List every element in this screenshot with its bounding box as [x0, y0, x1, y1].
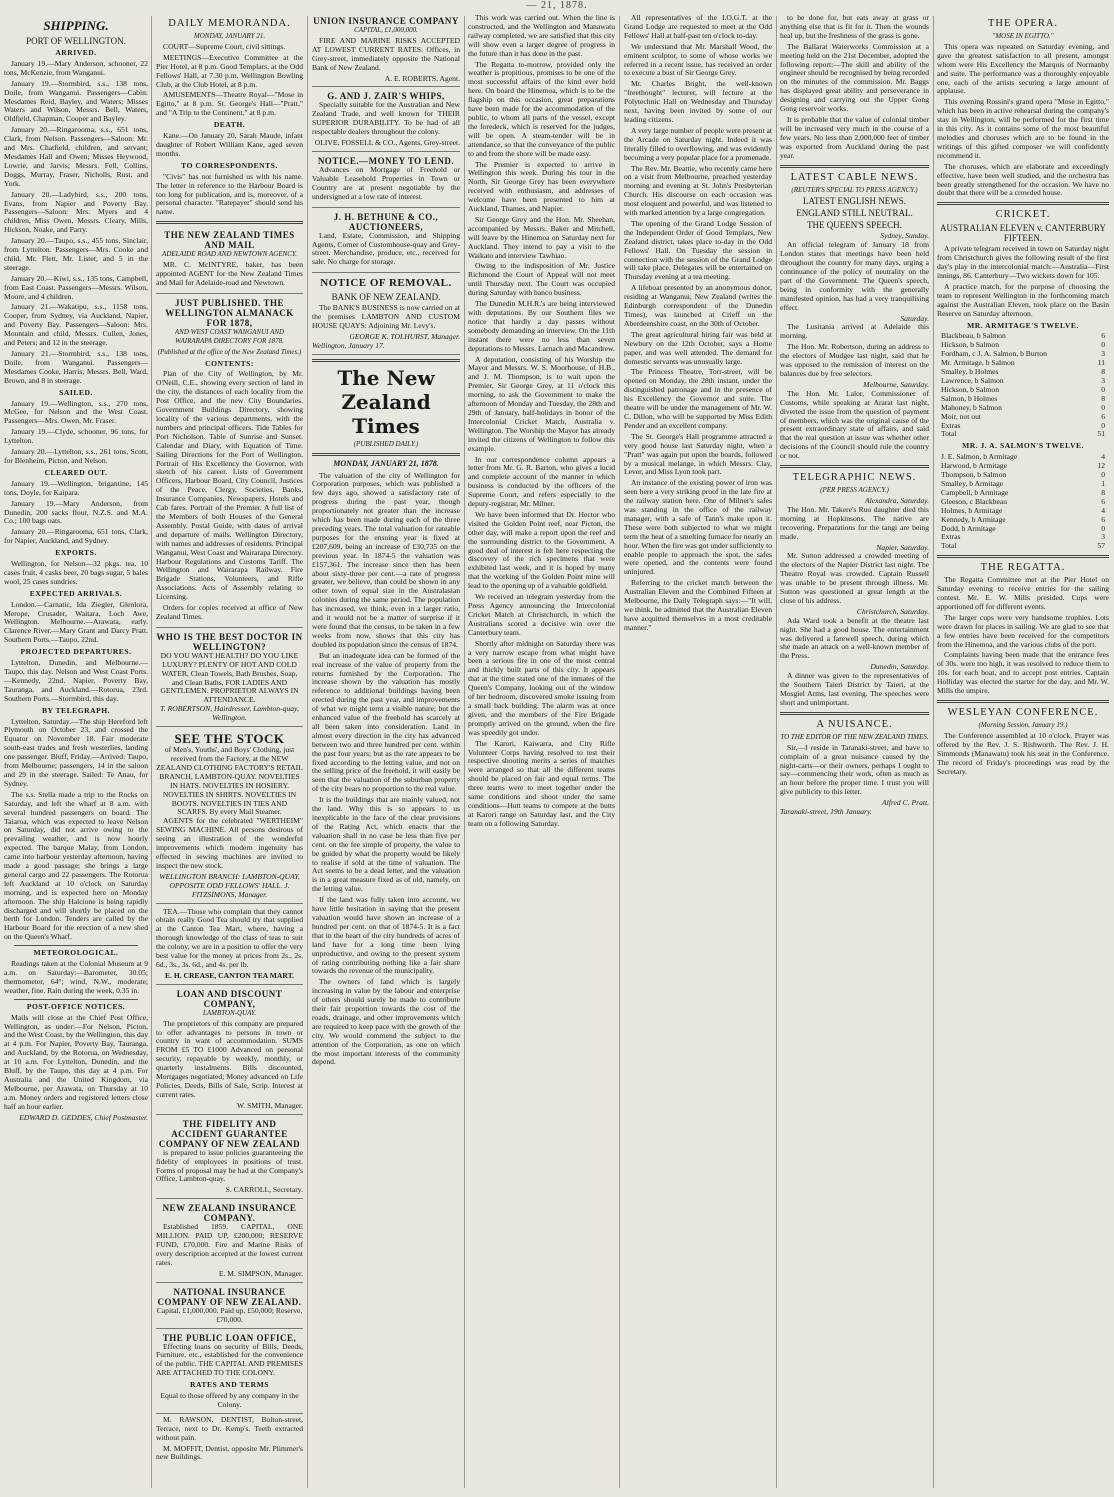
advertisement: [156, 630, 303, 727]
column-leader: [312, 14, 460, 1490]
paragraph: Lyttelton, Saturday.—The ship Hereford left Plymouth on October 23, and crossed the Equator on November 18. Fair moderate south-east trades and fresh westerlies, landing one passenger. Bluff, Friday.—Arrived: Taupo, from Melbourne; passengers, 14 in the saloon and 29 in the steerage. Sailed: Te Anau, for Sydney.: [4, 716, 148, 788]
list-item: January 20.—Ringarooma, 651 tons, Clark, for Napier, Auckland, and Sydney.: [4, 527, 148, 546]
subheading: PORT OF WELLINGTON.: [26, 36, 126, 46]
column-rule: [307, 16, 308, 1488]
list-item: January 19.—Mary Anderson, from Dunedin, 200 sacks flour, N.Z.S. and M.A. Co.; 100 bags oats.: [4, 498, 148, 526]
paragraph: Shortly after midnight on Saturday there was a very narrow escape from what might have been a serious fire in one of the most central and thickly built parts of this city. It appears that at the time stated one of the inmates of the Queen's Company, looking out of the window of her bedroom, discovered smoke issuing from a small back building. The alarm was at once given, and the members of the Fire Brigade promptly arrived on the ground, when the fire was speedily got under.: [468, 638, 615, 737]
advertisement: [312, 275, 460, 355]
paragraph: This evening Rossini's grand opera "Mose in Egitto," which has been in active rehearsal during the company's stay in Wellington, will be performed for the first time in this city. As it contains some of the most beautiful melodies and choruses which are to be found in the writings of this gifted composer we will confidently recommend it.: [937, 97, 1109, 160]
section-title-cable: LATEST CABLE NEWS.: [790, 171, 919, 183]
column-rule: [933, 16, 934, 1488]
section-title-cricket: CRICKET.: [995, 209, 1051, 221]
subheading: MONDAY, JANUARY 21.: [193, 32, 266, 40]
batsman-runs: 0: [1101, 384, 1105, 394]
advertisement: [156, 1117, 303, 1200]
score-row: [937, 422, 1109, 431]
column-advertisements-1: [156, 14, 303, 1490]
batsman-name: Smalley, b Holmes: [941, 367, 999, 377]
divider: [937, 555, 1109, 558]
batsman-name: Blackbeau, b Salmon: [941, 331, 1006, 341]
column-local-news-2: [624, 14, 772, 1490]
divider: [312, 359, 460, 362]
paragraph: The BANK'S BUSINESS is now carried on at the premises LAMBTON AND CUSTOM HOUSE QUAYS: Adjoining Mr. Levy's.: [312, 303, 460, 331]
paragraph: COURT—Supreme Court, civil sittings.: [163, 41, 286, 51]
subheading: METEOROLOGICAL.: [33, 948, 119, 958]
list-item: January 19.—Stormbird, s.s., 138 tons, Doile, from Wanganui. Passengers—Cabin: Mesdames Reid, Bayley, and Waters; Misses Waters and Wilson, Messrs. Bell, Waters, Oldfield, Chapman, Cooper and Bayley.: [4, 78, 148, 124]
batsman-name: Extras: [941, 420, 961, 430]
paragraph: A private telegram received in town on Saturday night from Christchurch gives the following result of the first day's play in the intercolonial match:—Australia—First innings, 86. Canterbury—Two wickets down for 105.: [937, 244, 1109, 281]
ad-body: DO YOU WANT HEALTH? DO YOU LIKE LUXURY? PLENTY OF HOT AND COLD WATER, Clean Towels, Bath Brushes, Soap, and Clean Baths, FOR LADIES AND GENTLEMEN. PROPRIETOR ALWAYS IN ATTENDANCE.: [160, 650, 299, 705]
batsman-name: Campbell, b Armitage: [941, 487, 1009, 497]
list-item: January 19.—Wellington, brigantine, 145 tons, Doyle, for Kaipara.: [4, 478, 148, 497]
divider: [780, 712, 929, 715]
paragraph: Specially suitable for the Australian and New Zealand Trade, and well known for THEIR SUPERIOR DURABILITY. To be had of all respectable dealers throughout the colony.: [312, 100, 460, 137]
paragraph: Sir,—I reside in Taranaki-street, and have to complain of a great nuisance caused by the night-carts—or their owners, perhaps I ought to say—commencing their work, often as much as an hour before the proper time. I trust you will give publicity to this letter.: [780, 742, 929, 797]
paragraph: It is probable that the value of colonial timber will be increased very much in the course of a few years. No less than 2,000,000 feet of timber was exported from Auckland during the past year.: [780, 114, 929, 160]
dateline: Dunedin, Saturday.: [870, 662, 929, 672]
column-local-news-1: [468, 14, 615, 1490]
subheading: AUSTRALIAN ELEVEN v. CANTERBURY FIFTEEN.: [940, 223, 1106, 244]
batsman-runs: 6: [1101, 411, 1105, 421]
ad-title: JUST PUBLISHED. THE WELLINGTON ALMANACK FOR 1878,: [165, 297, 294, 328]
paragraph: This work was carried out. When the line is constructed, and the Wellington and Manawatu railway completed, we are satisfied that this city will show even a larger degree of progress in the future than it has done in the past.: [468, 14, 615, 58]
section-title-opera: THE OPERA.: [987, 18, 1059, 29]
paragraph: FIRE AND MARINE RISKS ACCEPTED AT LOWEST CURRENT RATES. Offices, in Grey-street, immediately opposite the National Bank of New Zealand.: [312, 35, 460, 72]
paragraph: The Conference assembled at 10 o'clock. Prayer was offered by the Rev. J. S. Rishworth. The Rev. J. H. Simmonds (Manawatu) took his seat in the Conference. The record of Friday's proceedings was read by the Secretary.: [937, 730, 1109, 776]
dateline: Christchurch, Saturday.: [856, 606, 929, 616]
signature: E. H. CREASE, CANTON TEA MART.: [164, 970, 295, 980]
paragraph: An instance of the existing power of iron was seen here a very striking proof in the late fire at the railway station here. One of Milner's safes was standing in the office of the railway manager, with a safe of Tann's make upon it. These were both subjected to what we might term the heat of a smelting furnace for nearly an hour. When the fire was got under sufficiently to enable people to approach the spot, the safes were opened, and the contents were found uninjured.: [624, 478, 772, 577]
advertisement: [312, 154, 460, 208]
score-row: [937, 413, 1109, 422]
paragraph: TEA.—Those who complain that they cannot obtain really Good Tea should try that supplied at the Canton Tea Mart, where, having a thorough knowledge of the class of teas to suit the colony, we are in a position to offer the very best value for the money at prices from 2s., 2s. 6d., 3s., 3s. 6d., and 4s. per lb.: [156, 906, 303, 969]
paragraph: The proprietors of this company are prepared to offer advantages to persons in town or country in want of accommodation. SUMS FROM £5 TO £1000 Advanced on personal security, repayable by weekly, monthly, or quarterly instalments. Bills discounted, Mortgages negotiated; Money advanced on Life Policies, Deeds, Bills of Sale, Scrip. Interest at current rates.: [156, 1018, 303, 1099]
subheading: TO THE EDITOR OF THE NEW ZEALAND TIMES.: [780, 732, 929, 741]
batsman-name: Harwood, b Armitage: [941, 461, 1008, 471]
ad-body: of Men's, Youths', and Boys' Clothing, just received from the Factory, at the NEW ZEALAND CLOTHING FACTORY'S RETAIL BRANCH, LAMBTON-QUAY. NOVELTIES IN HATS. NOVELTIES IN HOSIERY. NOVELTIES IN SHIRTS. NOVELTIES IN BOOTS. NOVELTIES IN TIES AND SCARFS. By every Mail Steamer.: [156, 745, 303, 817]
signature: W. SMITH, Manager.: [236, 1100, 303, 1110]
paragraph: to be done for, but eats away at grass or anything else that is fit for it. Then the wounds heal up, but the freshness of the grass is gone.: [780, 14, 929, 40]
paragraph: The Dunedin M.H.R.'s are being interviewed with deputations. By our Southern files we notice that hardly a day passes without somebody demanding an interview. On the 11th instant there were no less than seven deputations to Messrs. Larnach and Macandrew.: [468, 299, 615, 353]
list-item: January 20.—Ringarooma, s.s., 651 tons, Clark, from Nelson. Passengers—Saloon: Mr. and Mrs. Chatfield, children, and servant; Mesdames Hall and Owen; Misses Heywood, Lowrie, and Jarvis; Messrs. Fell, Collins, Doggs, Murray, Fraser, Nicholls, Rust, and York.: [4, 125, 148, 188]
subheading: MR. ARMITAGE'S TWELVE.: [967, 320, 1079, 330]
paragraph: We understand that Mr. Marshall Wood, the eminent sculptor, to some of whose works we referred in a recent issue, has received an order to execute a bust of Sir George Grey.: [624, 41, 772, 78]
dateline: Napier, Saturday.: [876, 542, 929, 552]
batsman-runs: 0: [1101, 470, 1105, 480]
batsman-runs: 8: [1101, 367, 1105, 377]
paragraph: Effecting loans on security of Bills, Deeds, Furniture, etc., established for the convenience of the public. THE CAPITAL AND PREMISES ARE ATTACHED TO THE COLONY.: [156, 1341, 303, 1378]
section-title-wesleyan: WESLEYAN CONFERENCE.: [947, 707, 1099, 718]
issue-date: MONDAY, JANUARY 21, 1878.: [333, 458, 439, 468]
column-arts-sport: [937, 14, 1109, 1490]
subheading: (Morning Session, January 19.): [978, 721, 1068, 729]
divider: [14, 999, 138, 1000]
signature: OLIVE, FOSSELL & CO., Agents, Grey-street.: [314, 138, 460, 148]
batsman-runs: 8: [1101, 393, 1105, 403]
batsman-name: Hickson, b Salmon: [941, 384, 1000, 394]
batsman-name: Gleeson, c Blackbeau: [941, 496, 1007, 506]
batsman-name: Mr. Armitage, b Salmon: [941, 358, 1015, 368]
paragraph: M. RAWSON, DENTIST, Bolton-street, Terrace, next to Dr. Kemp's. Teeth extracted without pain.: [156, 1414, 303, 1442]
subheading: THE QUEEN'S SPEECH.: [807, 220, 902, 231]
batsman-runs: 0: [1101, 420, 1105, 430]
batsman-name: Total: [941, 429, 957, 439]
signature: A. E. ROBERTS, Agent.: [384, 73, 460, 83]
paragraph: We have been informed that Dr. Hector who visited the Golden Point reef, near Picton, the other day, will make a report upon the reef and the surrounding district to the Government. A good deal of interest is felt here respecting the discovery of the rich specimens that were exhibited last week, and it is hoped by many that the working of the Golden Point mine will lead to the opening up of a valuable goldfield.: [468, 509, 615, 591]
advertisement: [156, 729, 303, 903]
list-item: January 20.—Ladybird, s.s., 200 tons, Evans, from Napier and Poverty Bay. Passengers—Saloon: Mrs. Myers and 4 children, Miss Owen, Messrs. Cleary, Mills, Hickson, Noake, and Parry.: [4, 189, 148, 235]
scorecard-team2: [937, 453, 1109, 551]
dateline: Alexandra, Saturday.: [864, 495, 929, 505]
batsman-runs: 3: [1101, 532, 1105, 542]
signature: Alfred C. Pratt.: [882, 798, 929, 808]
batsman-runs: 3: [1101, 349, 1105, 359]
paragraph: It is the buildings that are mainly valued, not the land. Why this is so appears to us inexplicable in the face of the clear provisions of the Rating Act, which enacts that the valuation shall in no case be less than five per cent. on the fee simple of property, the value to be guided by what the property would be likely to realise if sold at the time of valuation. The Act seems to be a dead letter, and the valuation is in a great measure fixed as of old, namely, on the letting value.: [312, 795, 460, 894]
batsman-name: Kennedy, b Armitage: [941, 514, 1006, 524]
batsman-name: J. E. Salmon, b Armitage: [941, 452, 1018, 462]
section-title-nuisance: A NUISANCE.: [816, 718, 893, 730]
score-row: [937, 525, 1109, 534]
paragraph: Ada Ward took a benefit at the theatre last night. She had a good house. The entertainment was delivered a farewell speech, during which she made an attack on a well-known member of the Press.: [780, 615, 929, 661]
batsman-runs: 6: [1101, 331, 1105, 341]
score-row: [937, 430, 1109, 439]
list-item: January 20.—Taupo, s.s., 455 tons, Sinclair, from Lyttelton. Passengers—Mrs. Cooke and child, Mr. Flett, Mr. Lister, and 5 in the steerage.: [4, 236, 148, 272]
batsman-runs: 6: [1101, 496, 1105, 506]
subheading: CLEARED OUT.: [44, 467, 108, 477]
dateline: Saturday.: [900, 313, 929, 323]
batsman-name: Extras: [941, 532, 961, 542]
paragraph: Established 1859. CAPITAL, ONE MILLION. PAID UP, £200,000; RESERVE FUND, £70,000. Fire and Marine Risks of every description accepted at the lowest current rates.: [156, 1222, 303, 1267]
batsman-runs: 1: [1101, 478, 1105, 488]
batsman-name: Mahoney, b Salmon: [941, 402, 1002, 412]
list-item: January 20.—Lyttelton, s.s., 261 tons, Scott, for Blenheim, Picton, and Nelson.: [4, 447, 148, 465]
paragraph: MR. C. McINTYRE, baker, has been appointed AGENT for the New Zealand Times and Mail for Adelaide-road and Newtown.: [156, 260, 303, 287]
dateline: Melbourne, Saturday.: [863, 379, 929, 389]
paragraph: The choruses, which are elaborate and exceedingly effective, have been well studied, and the orchestra has been greatly strengthened for the occasion. We have no doubt that there will be a crowded house.: [937, 161, 1109, 198]
subheading: SAILED.: [59, 387, 93, 397]
score-row: [937, 533, 1109, 542]
divider: [312, 453, 460, 456]
paragraph: "Civis" has not furnished us with his name. The letter in reference to the Harbour Board is too long for publication, and is, moreover, of a personal character. "Ratepayer" should send his name.: [156, 171, 303, 217]
scorecard-team1: [937, 332, 1109, 439]
signature: GEORGE K. TOLHURST, Manager.: [349, 331, 460, 341]
subheading: TO CORRESPONDENTS.: [181, 160, 278, 170]
advertisement: [156, 296, 303, 628]
subheading: (REUTER'S SPECIAL TO PRESS AGENCY.): [791, 185, 918, 194]
paragraph: A practice match, for the purpose of choosing the team to represent Wellington in the forthcoming match against the Australian Eleven, took place on the Basin Reserve on Saturday afternoon.: [937, 281, 1109, 318]
paragraph: All representatives of the I.O.G.T. at the Grand Lodge are requested to meet at the Odd Fellows' Hall at half-past ten o'clock to-day.: [624, 14, 772, 40]
divider: [780, 465, 929, 468]
ad-subtitle: BANK OF NEW ZEALAND.: [331, 292, 441, 303]
subheading: EXPECTED ARRIVALS.: [29, 588, 123, 598]
paragraph: A very large number of people were present at the Arcade on Saturday night. Indeed it was literally filled to overflowing, and was evidently becoming a very popular place for a promenade.: [624, 125, 772, 162]
paragraph: MEETINGS—Executive Committee at the Pier Hotel, at 8 p.m. Good Templars, at the Odd Fellows' Hall, at 7.30 p.m. Wellington Bowling Club, at the Club Hotel, at 8 p.m.: [156, 52, 303, 89]
batsman-runs: 11: [1097, 358, 1105, 368]
divider: [156, 221, 303, 224]
list-item: January 19.—Mary Anderson, schooner, 22 tons, McKenzie, from Wanganui.: [4, 58, 148, 77]
arrived-list: [4, 60, 148, 386]
ad-title: G. AND J. ZAIR'S WHIPS,: [327, 91, 445, 102]
section-title-shipping: SHIPPING.: [43, 18, 109, 33]
signature: EDWARD D. GEDDES, Chief Postmaster.: [19, 1112, 148, 1122]
column-rule: [151, 16, 152, 1488]
batsman-runs: 6: [1101, 514, 1105, 524]
subheading: BY TELEGRAPH.: [41, 705, 111, 715]
paragraph: The owners of land which is largely increasing in value by the labour and enterprise of others should surely be made to contribute their fair proportion towards the cost of the roads, drainage, and other improvements which are required to keep pace with the growth of the city. We would commend the subject to the attention of the Corporation, as one on which the most important interests of the community depend.: [312, 977, 460, 1067]
batsman-runs: 0: [1101, 340, 1105, 350]
advertisement: [156, 1285, 303, 1329]
paragraph: But an inadequate idea can be formed of the real increase of the value of property from the returns furnished by the Corporation. The increase shown by the valuation has mostly reference to additional buildings having been erected during the past year, and improvements of what we might term a visible nature; but the enhanced value of the freehold has scarcely at all been taken into consideration. Land in almost every direction in the city has advanced between two and three hundred per cent. within the past four years; but as the rate appears to be fixed according to the letting value, and not on the selling price of the freehold, it will easily be seen that the valuation of the suburban property of the city bears no proportion to the real value.: [312, 650, 460, 794]
paragraph: The St. George's Hall programme attracted a very good house last Saturday night, when a "Pratt" was again put upon the boards, followed by a musical melange, in which Messrs. Clay, Lever, and Miss Lyon took part.: [624, 431, 772, 477]
paragraph: The Karori, Kaiwarra, and City Rifle Volunteer Corps having resolved to test their respective shooting merits a series of matches were arranged so that all the different teams should be placed on fair and equal terms. The three teams were to meet together under the same conditions and shoot under the same conditions—Hutt teams to compete at the butts at Karori range on Saturday last, and the City team on a following Saturday.: [468, 738, 615, 828]
paragraph: AGENTS for the celebrated "WERTHEIM" SEWING MACHINE. All persons desirous of seeing an illustration of the wonderful improvements which modern ingenuity has effected in sewing machines are invited to inspect the new stock.: [156, 816, 303, 870]
ad-body: Equal to those offered by any company in the Colony.: [160, 1391, 299, 1409]
list-item: January 19.—Clyde, schooner, 96 tons, for Lyttelton.: [4, 427, 148, 446]
paragraph: Mr. Sutton addressed a crowded meeting of the electors of the Napier District last night. The Theatre Royal was crowded. Captain Russell was unable to be present through illness. Mr. Sutton was questioned at great length at the close of his address.: [780, 551, 929, 605]
ad-subtitle: CAPITAL, £1,000,000.: [354, 26, 418, 34]
section-title: DAILY MEMORANDA.: [168, 18, 291, 29]
paragraph: The valuation of the city of Wellington for Corporation purposes, which was published a few days ago, showed a satisfactory rate of progress during the past year, though proportionately not greater than the increase which has been made during each of the three preceding years. The total valuation for rateable purposes for the ensuing year is fixed at £207,609, being an increase of £30,735 on the previous year. In 1874-5 the valuation was £157,361. The increase since then has been about sixty-three per cent.—a rate of progress greater, we believe, than could be shown in any other town of equal size in the Australasian colonies during the same period. The population has increased, we think, even in a larger ratio, and it would not be a matter of surprise if it were found that the census, to be taken in a few weeks from now, shows that this city has doubled its population since the census of 1874.: [312, 470, 460, 649]
paragraph: The great agricultural hiring fair was held at Newbury on the 12th October, says a Home paper, and was well attended. The demand for domestic servants was unusually large.: [624, 329, 772, 366]
batsman-name: Salmon, b Holmes: [941, 393, 998, 403]
paragraph: A deputation, consisting of his Worship the Mayor and Messrs. W. S. Moorhouse, of H.B., and J. M. Thompson, is to wait upon the Premier, Sir George Grey, at 11 o'clock this morning, to ask the Government to make the afternoon of Monday and Tuesday, the 28th and 29th of January, half-holidays in honor of the Intercolonial Cricket Match, Australia v. Wellington. The Worship the Mayor has already invited the citizens of Wellington to follow this example.: [468, 354, 615, 453]
batsman-name: Holmes, b Armitage: [941, 505, 1003, 515]
letter-date: Taranaki-street, 19th January.: [780, 807, 872, 817]
ad-title: THE FIDELITY AND ACCIDENT GUARANTEE COMPANY OF NEW ZEALAND: [158, 1118, 301, 1149]
ad-title: LOAN AND DISCOUNT COMPANY,: [176, 988, 283, 1009]
ad-subtitle: LAMBTON-QUAY.: [202, 1008, 257, 1017]
paragraph: Complaints having been made that the entrance fees of 30s. were too high, it was resolved to reduce them to 10s. for each boat, and to accept post entries. Captain Holliday was elected the starter for the day, and Mr. W. Mills the umpire.: [937, 650, 1109, 696]
subheading: DEATH.: [213, 120, 246, 130]
subheading: POST-OFFICE NOTICES.: [26, 1001, 126, 1011]
subheading: MR. J. A. SALMON'S TWELVE.: [962, 441, 1084, 451]
paragraph: Kane.—On January 20, Sarah Maude, infant daughter of Robert William Kane, aged seven months.: [156, 131, 303, 158]
paragraph: This opera was repeated on Saturday evening, and gave the greatest satisfaction to all present, amongst whom were His Excellency the Marquis of Normanby and suite. The performance was a thoroughly enjoyable one, each of the artists securing a large amount of applause.: [937, 41, 1109, 96]
batsman-runs: 12: [1097, 461, 1105, 471]
batsman-runs: 8: [1101, 487, 1105, 497]
score-row: [937, 542, 1109, 551]
paragraph: The Ballarat Waterworks Commission at a meeting held on the 21st December, adopted the following report:—The skill and ability of the engineer should be recognised by being recorded on the minutes of the commission. Mr. Baggs has displayed great ability and perseverance in designing and carrying out the Upper Gong Gong reservoir works.: [780, 41, 929, 114]
paragraph: The Hon. Mr. Takere's Ruo daughter died this morning at Hopkinsons. The native are recovering. Preparations for the tangi are being made.: [780, 504, 929, 541]
ad-body: Capital, £1,000,000. Paid up, £50,000; Reserve, £70,000.: [156, 1305, 303, 1324]
batsman-runs: 51: [1097, 429, 1105, 439]
divider: [780, 165, 929, 168]
paragraph: An official telegram of January 18 from London states that meetings have been held throughout the country for many days, urging a continuance of the policy of neutrality on the part of the Government. The Queen's speech, being in conformity with the generally manifested opinion, has had a very tranquilising effect.: [780, 240, 929, 312]
ad-subtitle: ADELAIDE ROAD AND NEWTOWN AGENCY.: [162, 250, 297, 259]
paragraph: Sir George Grey and the Hon. Mr. Sheehan, accompanied by Messrs. Baker and Mitchell, will leave by the Hinemoa on Saturday next for Auckland. They intend to pay a visit to the Waikato and interview Tawhiao.: [468, 214, 615, 260]
paragraph: The opening of the Grand Lodge Session of the Independent Order of Good Templars, New Zealand district, takes place to-day in the Odd Fellows' Hall. On Tuesday the session in connection with the session of the Grand Lodge will take place. Delegates will be entertained on Thursday evening at a tea meeting.: [624, 218, 772, 282]
paragraph: The Rev. Mr. Beattie, who recently came here on a visit from Melbourne, preached yesterday morning and evening at St. John's Presbyterian Church. His discourse on each occasion was most eloquent and powerful, and was listened to with marked attention by a large congregation.: [624, 163, 772, 218]
paragraph: A dinner was given to the representatives of the Southern Taieri District by Taieri, at the Mosgiel Arms, last evening. The speeches were short and unimportant.: [780, 671, 929, 707]
batsman-name: Thompson, b Salmon: [941, 470, 1007, 480]
dateline: Sydney, Sunday.: [880, 231, 929, 241]
paragraph: M. MOFFIT, Dentist, opposite Mr. Plimmer's new Buildings.: [156, 1443, 303, 1462]
subheading: LATEST ENGLISH NEWS.: [802, 196, 907, 207]
subheading: (PER PRESS AGENCY.): [820, 486, 889, 495]
signature: E. M. SIMPSON, Manager.: [218, 1268, 303, 1278]
paragraph: Orders for copies received at office of New Zealand Times.: [156, 603, 303, 621]
ad-title: NATIONAL INSURANCE COMPANY OF NEW ZEALAND.: [157, 1286, 302, 1307]
paragraph: If the land was fully taken into account, we have little hesitation in saying that the present valuation would have shown an increase of a hundred per cent. on that of 1874-5. It is a fact that in the heart of the city hundreds of acres of land have for a long time been lying unproductive, and owing to the present system of rating contributing nothing like a fair share towards the revenue of the municipality.: [312, 895, 460, 976]
paragraph: Owing to the indisposition of Mr. Justice Richmond the Court of Appeal will not meet until Thursday next. The Court was occupied during Saturday with banco business.: [468, 261, 615, 298]
subheading: RATES AND TERMS: [190, 1380, 269, 1390]
paragraph: Advances on Mortgage of Freehold or Valuable Leasehold Properties in Town or Country are at present negotiable by the undersigned at a low rate of interest.: [312, 164, 460, 201]
advertisement: [156, 987, 303, 1115]
subheading: EXPORTS.: [55, 548, 97, 558]
advertisement: [312, 14, 460, 87]
paragraph: Mr. Charles Bright, the well-known "freethought" lecturer, will lecture at the Polytechnic Hall on Wednesday and Thursday next, having been invited by some of our leading citizens.: [624, 79, 772, 124]
paragraph: A lifeboat presented by an anonymous donor, residing at Wanganui, New Zealand (writes the Edinburgh correspondent of the Dunedin Times), was launched at Crieff on the Aberdeenshire coast, on the 30th of October.: [624, 283, 772, 328]
paragraph: We received an telegram yesterday from the Press Agency announcing the Intercolonial Cricket Match at Christchurch, in which the Australians scored a decisive win over the Canterbury team.: [468, 592, 615, 637]
ad-subtitle: AND WEST COAST WANGANUI AND WAIRARAPA DIRECTORY FOR 1878.: [174, 327, 285, 345]
divider: [937, 700, 1109, 703]
paragraph: Mails will close at the Chief Post Office, Wellington, as under:—For Nelson, Picton, and the West Coast, by the Wellington, this day at 4 p.m. For Napier, Poverty Bay, Tauranga, and Auckland, by the Rotorua, on Wednesday, at 10 a.m. For Lyttelton, Dunedin, and the Bluff, by the Taupo, this day at 4 p.m. For Australia and the United Kingdom, via Melbourne, per Arawata, on Thursday at 10 a.m. Money orders and registered letters close half an hour earlier.: [4, 1012, 148, 1111]
section-title-telegraphic: TELEGRAPHIC NEWS.: [792, 472, 917, 484]
advertisement: [156, 228, 303, 294]
ad-title: THE NEW ZEALAND TIMES AND MAIL: [164, 230, 295, 251]
batsman-runs: 4: [1101, 505, 1105, 515]
paragraph: In our correspondence column appears a letter from Mr. G. R. Barton, who gives a lucid and complete account of the manner in which business is conducted by the officers of the Supreme Court, and refers especially to the deputy-registrar, Mr. Milner.: [468, 454, 615, 509]
paragraph: The larger cups were very handsome trophies. Lots were drawn for places in sailing. We are glad to see that a few entries have been received for the competitors from the Hinemoa, and the various clubs of the port.: [937, 612, 1109, 649]
paragraph: Land, Estate, Commission, and Shipping Agents, Corner of Customhouse-quay and Grey-street. Merchandise, produce, etc., received for sale. No charge for storage.: [312, 230, 460, 267]
batsman-name: Dodd, b Armitage: [941, 523, 996, 533]
ad-note: (Published at the office of the New Zealand Times.): [157, 347, 302, 356]
ad-title: SEE THE STOCK: [174, 731, 285, 747]
advertisement: [312, 210, 460, 274]
batsman-runs: 4: [1101, 452, 1105, 462]
list-item: January 21.—Stormbird, s.s., 138 tons, Doile, from Wanganui. Passengers—Mesdames Cooke, Harris; Messrs. Bell, Ward, Brown, and 8 in steerage.: [4, 349, 148, 385]
signature: S. CARROLL, Secretary.: [225, 1185, 303, 1195]
paragraph: is prepared to issue policies guaranteeing the fidelity of employees in positions of trust. Forms of proposal may be had at the Company's Office, Lambton-quay.: [156, 1147, 303, 1184]
ad-title: NOTICE OF REMOVAL.: [320, 277, 452, 290]
ad-title: UNION INSURANCE COMPANY: [313, 16, 459, 26]
divider: [937, 202, 1109, 205]
batsman-name: Fordham, c J. A. Salmon, b Burton: [941, 349, 1047, 359]
paragraph: The Premier is expected to arrive in Wellington this week. During his tour in the North, Sir George Grey has been everywhere received with enthusiasm, and addresses of welcome have been presented to him at Auckland, Thames, and Napier.: [468, 159, 615, 214]
batsman-name: Lawrence, b Salmon: [941, 376, 1004, 385]
ad-title: THE PUBLIC LOAN OFFICE,: [162, 1332, 297, 1343]
paragraph: Plan of the City of Wellington, by Mr. O'Neill, C.E., showing every section of land in the city, the distances of each locality from the Post Office, and the new City Boundaries. Government Buildings Directory, showing locality of the various departments, with the numbers and principal officers. Tide Tables for Port Nicholson. Table of Sunrise and Sunset. Calendar and Diary, with Equation of Time. Sailing Directions for the Port of Wellington. Portrait of His Excellency the Governor, with sketch of his career. Lists of Government Officers, Harbour Board, City Council, Justices of the Peace, Clergy, Societies, Banks, Insurance Companies, Newspapers, Hotels and Cab fares. Portrait of the Premier. A full list of the Members of both Houses of the General Assembly. Postal Guide, with dates of arrival and departure of mails. Wellington Directory, with names and addresses of residents. Principal Wanganui, West Coast and Wairarapa Directory. Harbour Regulations and Customs Tariff. The Wellington and Wairarapa Railway. Fire Brigade Stations, Volunteers, and Rifle Associations. Acts of Assembly relating to Licensing.: [156, 369, 303, 602]
batsman-name: Total: [941, 541, 957, 551]
advertisement: [312, 89, 460, 152]
column-rule: [464, 16, 465, 1488]
divider: [14, 945, 138, 946]
batsman-name: Hickson, b Salmon: [941, 340, 1000, 350]
paragraph: Readings taken at the Colonial Museum at 9 a.m. on Saturday:—Barometer, 30.05; thermometer, 64°; wind, N.W., moderate; weather, fine. Rain during the week, 0.35 in.: [4, 959, 148, 995]
batsman-name: Smalley, b Armitage: [941, 478, 1004, 488]
paragraph: Lyttelton, Dunedin, and Melbourne.—Taupo, this day. Nelson and West Coast Ports.—Kennedy, 22nd. Napier, Poverty Bay, Tauranga, and Auckland.—Rotorua, 23rd. Southern Ports.—Stormbird, this day.: [4, 658, 148, 703]
list-item: January 20.—Kiwi, s.s., 135 tons, Campbell, from East Coast. Passengers—Messrs. Wilson, Moore, and 4 children.: [4, 273, 148, 301]
ad-title: WHO IS THE BEST DOCTOR IN WELLINGTON?: [156, 631, 303, 652]
list-item: January 19.—Wellington, s.s., 270 tons, McGee, for Nelson and the West Coast. Passengers—Mrs. Owen, Mr. Fraser.: [4, 398, 148, 426]
paragraph: AMUSEMENTS—Theatre Royal—"Mose in Egitto," at 8 p.m. St. George's Hall—"Pratt," and "A Trip to the Continent," at 8 p.m.: [156, 90, 303, 118]
batsman-runs: 57: [1097, 541, 1105, 551]
batsman-runs: 3: [1101, 376, 1105, 385]
paragraph: The Lusitania arrived at Adelaide this morning.: [780, 322, 929, 341]
advertisement: [156, 1331, 303, 1414]
paragraph: The Hon. Mr. Robertson, during an address to the electors of Mudgee last night, said that he was opposed to the remission of interest on the balances due by free selectors.: [780, 342, 929, 378]
advertisement: [156, 906, 303, 985]
column-rule: [619, 16, 620, 1488]
subheading: ARRIVED.: [55, 48, 97, 57]
paragraph: Wellington, for Nelson—32 pkgs. tea, 10 cases fruit, 4 casks beer, 20 bags sugar, 5 bales wool, 25 cases sundries.: [4, 559, 148, 586]
signature: T. ROBERTSON, Hairdresser, Lambton-quay, Wellington.: [160, 704, 299, 723]
page-header: — 21, 1878.: [526, 0, 588, 11]
subheading: ENGLAND STILL NEUTRAL.: [796, 208, 913, 219]
subheading: CONTENTS:: [205, 358, 254, 368]
batsman-runs: 0: [1101, 402, 1105, 412]
column-rule: [776, 16, 777, 1488]
batsman-runs: 0: [1101, 523, 1105, 533]
paragraph: London.—Carnatic, Ida Ziegler, Glenlora, Merope, Crusader, Waitara, Loch Awe, Wellington. Melbourne.—Arawata, early. Clarence River.—Mary Grant and Darcy Pratt. Southern Ports.—Taupo, 22nd.: [4, 599, 148, 645]
subheading: PROJECTED DEPARTURES.: [20, 647, 132, 657]
paragraph: The Regatta to-morrow, provided only the weather is propitious, promises to be one of the most successful affairs of the kind ever held here. On board the Hinemoa, which is to be the flagship on this occasion, great preparations have been made for the accommodation of the public, to whom all parts of the vessel, except the foredeck, which is reserved for the judges, will be open. A steam-tender will be in attendance, so that the conveyance of the public to and from the shore will be made easy.: [468, 59, 615, 158]
subheading: "MOSE IN EGITTO.": [992, 32, 1054, 40]
paragraph: Referring to the cricket match between the Australian Eleven and the Combined Fifteen at Melbourne, the Daily Telegraph says:—"It will, we think, be admitted that the Australian Eleven have acquitted themselves in a most creditable manner.": [624, 578, 772, 632]
newspaper-title: The New Zealand Times: [337, 365, 435, 438]
ad-date: Wellington, January 17.: [312, 340, 385, 350]
paragraph: The s.s. Stella made a trip to the Rocks on Saturday, and left the wharf at 8 a.m. with several hundred passengers on board. The Taiaroa, which was expected to leave Nelson on Saturday, did not arrive owing to the prevailing weather, and is now hourly expected. The barque Malay, from London, came into harbour yesterday afternoon, having made a good passage; she brings a large general cargo and 22 passengers. The Rotorua left Auckland at 10 o'clock on Saturday morning, and is expected here on Monday afternoon. The ship Halcione is being rapidly discharged and will shortly be placed on the berth for London. Tenders are called by the Harbour Board for the erection of a new shed on the Queen's Wharf.: [4, 789, 148, 942]
section-title-regatta: THE REGATTA.: [980, 562, 1066, 574]
column-cable-news: [780, 14, 929, 1490]
ad-title: J. H. BETHUNE & CO., AUCTIONEERS,: [333, 211, 439, 232]
batsman-name: Moir, not out: [941, 411, 981, 421]
advertisement: [156, 1201, 303, 1282]
signature: WELLINGTON BRANCH: LAMBTON-QUAY, OPPOSITE ODD FELLOWS' HALL. J. FITZSIMONS, Manager.: [159, 871, 300, 899]
paragraph: The Hon. Mr. Lalor, Commissioner of Customs, while speaking at Ararat last night, diverted the issue from the question of payment of members, which was the original cause of the present extraordinary state of affairs, and said that the real question at issue was whether other decisions of the Council should rule the country or not.: [780, 388, 929, 461]
list-item: January 21.—Wakatipu, s.s., 1158 tons, Cooper, from Sydney, via Auckland, Napier, and Poverty Bay. Passengers—Saloon: Mrs. Mountain and child, Messrs. Cullen, Jones, and Peters; and 12 in the steerage.: [4, 302, 148, 348]
column-shipping: [4, 14, 148, 1490]
paragraph: The Princess Theatre, Torr-street, will be opened on Monday, the 28th instant, under the distinguished patronage and in the presence of his Excellency the Governor and suite. The theatre will be under the management of Mr. W. C. Dillon, who will be supported by Miss Edith Pender and an excellent company.: [624, 367, 772, 430]
ad-title: NEW ZEALAND INSURANCE COMPANY.: [162, 1203, 297, 1224]
ad-title: NOTICE.—MONEY TO LEND.: [317, 155, 455, 166]
paragraph: The Regatta Committee met at the Pier Hotel on Saturday evening to receive entries for the sailing contest. Mr. E. W. Mills presided. Cups were apportioned off for different events.: [937, 575, 1109, 611]
newspaper-subtitle: (PUBLISHED DAILY.): [353, 439, 419, 448]
